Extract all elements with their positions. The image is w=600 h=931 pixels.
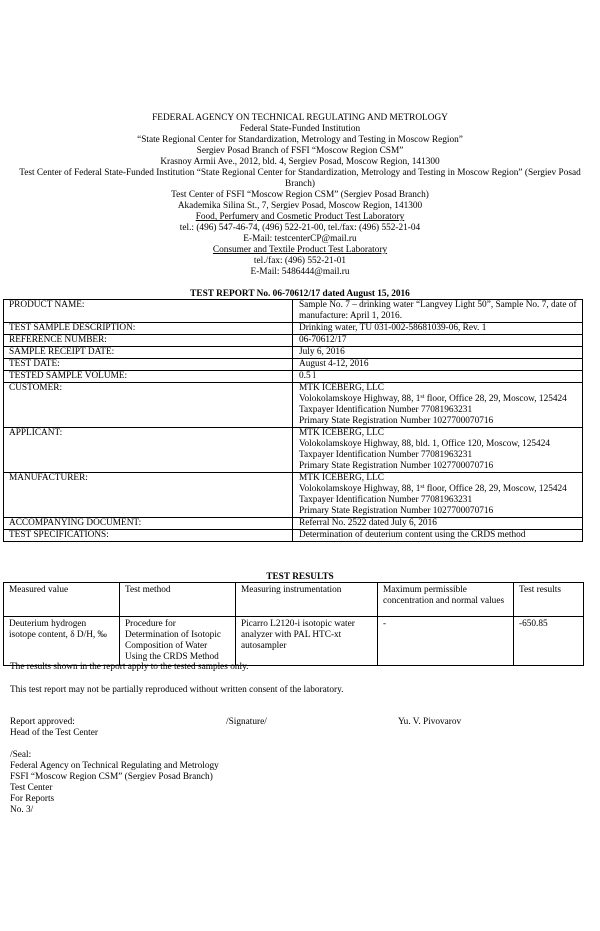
- customer-psrn: Primary State Registration Number 1027700070716: [299, 416, 494, 426]
- table-row: [4, 300, 583, 323]
- seal-line: No. 3/: [10, 805, 34, 815]
- manufacturer-psrn: Primary State Registration Number 1027700070716: [299, 506, 494, 516]
- reference-number-label: REFERENCE NUMBER:: [4, 335, 293, 347]
- table-row: [4, 518, 583, 530]
- results-apply-note: The results shown in the report apply to the tested samples only.: [10, 662, 249, 672]
- seal-line: FSFI “Moscow Region CSM” (Sergiev Posad Branch): [10, 772, 213, 782]
- applicant-psrn: Primary State Registration Number 1027700070716: [299, 461, 494, 471]
- sample-description-label: TEST SAMPLE DESCRIPTION:: [4, 323, 293, 335]
- applicant-name: MTK ICEBERG, LLC: [299, 428, 384, 438]
- table-row: [4, 359, 583, 371]
- table-row: [4, 617, 584, 666]
- reproduction-note: This test report may not be partially reproduced without written consent of the laboratory.: [10, 685, 344, 695]
- product-name-label: PRODUCT NAME:: [4, 300, 293, 323]
- table-row: [4, 323, 583, 335]
- institution-name: “State Regional Center for Standardization, Metrology and Testing in Moscow Region”: [137, 135, 463, 145]
- approver-role: Head of the Test Center: [10, 728, 98, 738]
- signature: /Signature/: [226, 717, 267, 727]
- lab2-phone: tel./fax: (496) 552-21-01: [253, 256, 347, 266]
- seal-line: /Seal:: [10, 750, 32, 760]
- seal-block: [10, 750, 219, 816]
- measured-value-cell: Deuterium hydrogen isotope content, δ D/H, ‰: [4, 617, 120, 666]
- seal-line: For Reports: [10, 794, 55, 804]
- test-center-address: Akademika Silina St., 7, Sergiev Posad, Moscow Region, 141300: [177, 201, 423, 211]
- branch-address: Krasnoy Armii Ave., 2012, bld. 4, Sergiev Posad, Moscow Region, 141300: [160, 157, 440, 167]
- lab1-phone: tel.: (496) 547-46-74, (496) 522-21-00, tel./fax: (496) 552-21-04: [179, 223, 421, 233]
- manufacturer-name: MTK ICEBERG, LLC: [299, 473, 384, 483]
- agency-name: FEDERAL AGENCY ON TECHNICAL REGULATING AND METROLOGY: [152, 113, 448, 123]
- customer-label: CUSTOMER:: [4, 383, 293, 428]
- column-header: Test method: [120, 583, 236, 617]
- report-info-table: [3, 299, 583, 542]
- sample-volume-label: TESTED SAMPLE VOLUME:: [4, 371, 293, 383]
- applicant-tin: Taxpayer Identification Number 77081963231: [299, 450, 473, 460]
- test-results-table: [3, 582, 584, 666]
- seal-line: Test Center: [10, 783, 53, 793]
- max-permissible-cell: -: [378, 617, 514, 666]
- lab2-email: E-Mail: 5486444@mail.ru: [250, 267, 350, 277]
- product-name-value: Sample No. 7 – drinking water “Langvey Light 50”, Sample No. 7, date of manufacture: April 1, 2016.: [293, 300, 583, 323]
- test-method-cell: Procedure for Determination of Isotopic Composition of Water Using the CRDS Method: [120, 617, 236, 666]
- sample-description-value: Drinking water, TU 031-002-58681039-06, Rev. 1: [293, 323, 583, 335]
- column-header: Measured value: [4, 583, 120, 617]
- approved-label: Report approved:: [10, 717, 75, 727]
- column-header: Maximum permissible concentration and normal values: [378, 583, 514, 617]
- test-date-value: August 4-12, 2016: [293, 359, 583, 371]
- lab2-name: Consumer and Textile Product Test Laboratory: [212, 245, 388, 255]
- accompanying-document-label: ACCOMPANYING DOCUMENT:: [4, 518, 293, 530]
- test-center-full-name: Test Center of Federal State-Funded Institution “State Regional Center for Standardization, Metrology and Testing in Moscow Region” (Sergiev Posad Branch): [19, 168, 581, 189]
- column-header: Test results: [514, 583, 584, 617]
- lab1-name: Food, Perfumery and Cosmetic Product Test Laboratory: [195, 212, 405, 222]
- test-specifications-value: Determination of deuterium content using the CRDS method: [293, 530, 583, 542]
- receipt-date-label: SAMPLE RECEIPT DATE:: [4, 347, 293, 359]
- customer-tin: Taxpayer Identification Number 77081963231: [299, 405, 473, 415]
- column-header: Measuring instrumentation: [236, 583, 378, 617]
- table-row: [4, 473, 583, 518]
- table-row: [4, 428, 583, 473]
- applicant-details: [293, 428, 583, 473]
- applicant-label: APPLICANT:: [4, 428, 293, 473]
- test-center-short-name: Test Center of FSFI “Moscow Region CSM” (Sergiev Posad Branch): [171, 190, 429, 200]
- table-header-row: [4, 583, 584, 617]
- table-row: [4, 335, 583, 347]
- applicant-address: Volokolamskoye Highway, 88, bld. 1, Office 120, Moscow, 125424: [299, 439, 550, 449]
- table-row: [4, 530, 583, 542]
- customer-name: MTK ICEBERG, LLC: [299, 383, 384, 393]
- institution-type: Federal State-Funded Institution: [239, 124, 361, 134]
- table-row: [4, 371, 583, 383]
- test-date-label: TEST DATE:: [4, 359, 293, 371]
- letterhead: [10, 113, 590, 278]
- receipt-date-value: July 6, 2016: [293, 347, 583, 359]
- customer-details: [293, 383, 583, 428]
- test-results-title: TEST RESULTS: [266, 572, 334, 582]
- reference-number-value: 06-70612/17: [293, 335, 583, 347]
- branch-name: Sergiev Posad Branch of FSFI “Moscow Region CSM”: [196, 146, 404, 156]
- manufacturer-details: [293, 473, 583, 518]
- table-row: [4, 347, 583, 359]
- seal-line: Federal Agency on Technical Regulating and Metrology: [10, 761, 219, 771]
- test-specifications-label: TEST SPECIFICATIONS:: [4, 530, 293, 542]
- approver-name: Yu. V. Pivovarov: [398, 717, 462, 727]
- report-title: TEST REPORT No. 06-70612/17 dated August 15, 2016: [190, 289, 410, 299]
- manufacturer-tin: Taxpayer Identification Number 77081963231: [299, 495, 473, 505]
- table-row: [4, 383, 583, 428]
- sample-volume-value: 0.5 l: [293, 371, 583, 383]
- manufacturer-address: Volokolamskoye Highway, 88, 1st floor, Office 28, 29, Moscow, 125424: [299, 484, 567, 494]
- customer-address: Volokolamskoye Highway, 88, 1st floor, Office 28, 29, Moscow, 125424: [299, 394, 567, 404]
- accompanying-document-value: Referral No. 2522 dated July 6, 2016: [293, 518, 583, 530]
- lab1-email: E-Mail: testcenterCP@mail.ru: [243, 234, 357, 244]
- test-result-cell: -650.85: [514, 617, 584, 666]
- manufacturer-label: MANUFACTURER:: [4, 473, 293, 518]
- instrumentation-cell: Picarro L2120-i isotopic water analyzer with PAL HTC-xt autosampler: [236, 617, 378, 666]
